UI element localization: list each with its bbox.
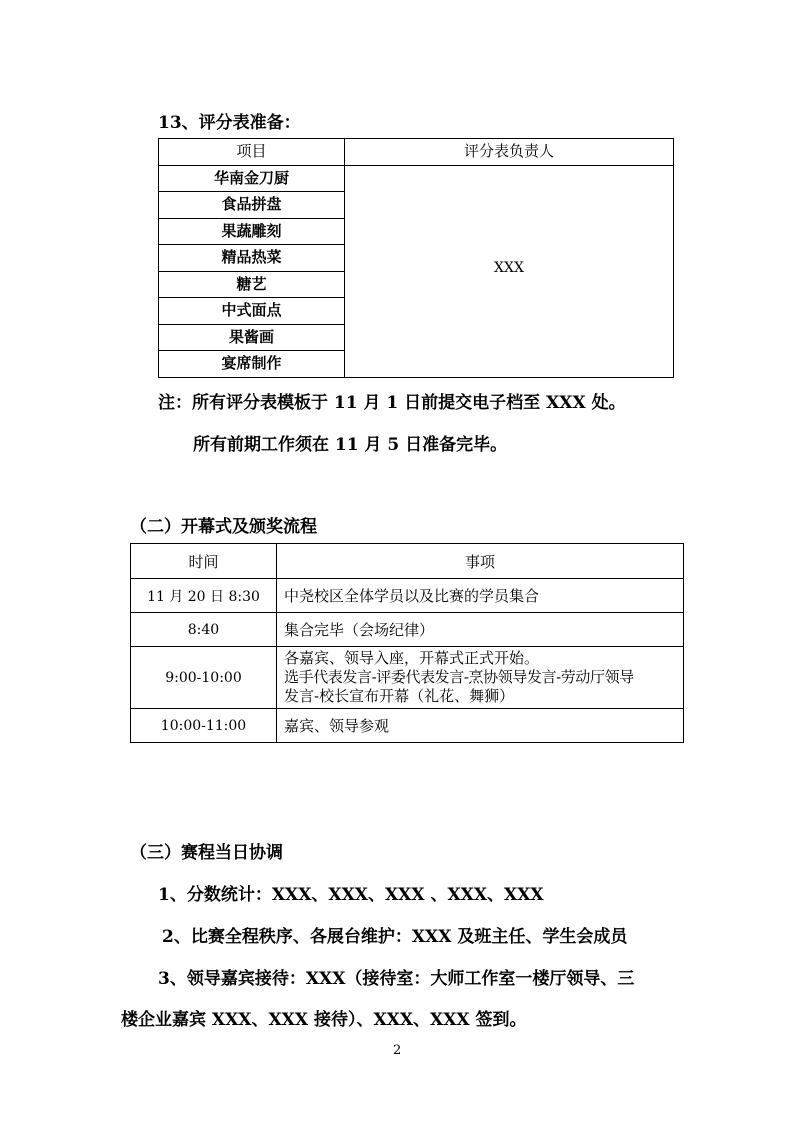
project-cell: 宴席制作 (159, 351, 345, 378)
note-line-1: 注：所有评分表模板于 11 月 1 日前提交电子档至 XXX 处。 (158, 393, 626, 413)
project-cell: 果蔬雕刻 (159, 218, 345, 245)
section-13-title: 13、评分表准备： (158, 113, 301, 133)
table-row (131, 613, 684, 647)
item-line: 各嘉宾、领导入座，开幕式正式开始。 (284, 649, 540, 667)
ceremony-schedule-table (130, 543, 684, 743)
table-header-row (131, 544, 684, 579)
item-line: 选手代表发言-评委代表发言-烹协领导发言-劳动厅领导 (284, 668, 634, 686)
time-cell: 11 月 20 日 8:30 (131, 579, 277, 613)
project-cell: 食品拼盘 (159, 192, 345, 219)
time-cell: 10:00-11:00 (131, 709, 277, 743)
item-cell (277, 647, 684, 709)
note-line-2: 所有前期工作须在 11 月 5 日准备完毕。 (193, 435, 508, 455)
project-cell: 糖艺 (159, 271, 345, 298)
page-number: 2 (393, 1043, 402, 1058)
item-cell: 嘉宾、领导参观 (277, 709, 684, 743)
table-row (131, 647, 684, 709)
item-cell: 中尧校区全体学员以及比赛的学员集合 (277, 579, 684, 613)
time-cell: 8:40 (131, 613, 277, 647)
coord-item-3-line-2: 楼企业嘉宾 XXX、XXX 接待）、XXX、XXX 签到。 (121, 1010, 527, 1030)
table-header-row (159, 139, 674, 166)
project-cell: 中式面点 (159, 298, 345, 325)
owner-cell: XXX (345, 165, 674, 377)
item-cell: 集合完毕（会场纪律） (277, 613, 684, 647)
table-row (131, 579, 684, 613)
section-2-title: （二）开幕式及颁奖流程 (130, 517, 317, 537)
header-time: 时间 (131, 544, 277, 579)
header-project: 项目 (159, 139, 345, 166)
header-owner: 评分表负责人 (345, 139, 674, 166)
coord-item-3-line-1: 3、领导嘉宾接待：XXX（接待室：大师工作室一楼厅领导、三 (158, 969, 635, 989)
project-cell: 华南金刀厨 (159, 165, 345, 192)
header-item: 事项 (277, 544, 684, 579)
coord-item-2: 2、比赛全程秩序、各展台维护：XXX 及班主任、学生会成员 (162, 927, 628, 947)
item-line: 发言-校长宣布开幕（礼花、舞狮） (284, 687, 515, 705)
section-3-title: （三）赛程当日协调 (130, 843, 283, 863)
score-sheet-table (158, 138, 674, 378)
time-cell: 9:00-10:00 (131, 647, 277, 709)
project-cell: 精品热菜 (159, 245, 345, 272)
coord-item-1: 1、分数统计：XXX、XXX、XXX 、XXX、XXX (158, 885, 544, 905)
project-cell: 果酱画 (159, 324, 345, 351)
table-row (131, 709, 684, 743)
table-row (159, 165, 674, 192)
